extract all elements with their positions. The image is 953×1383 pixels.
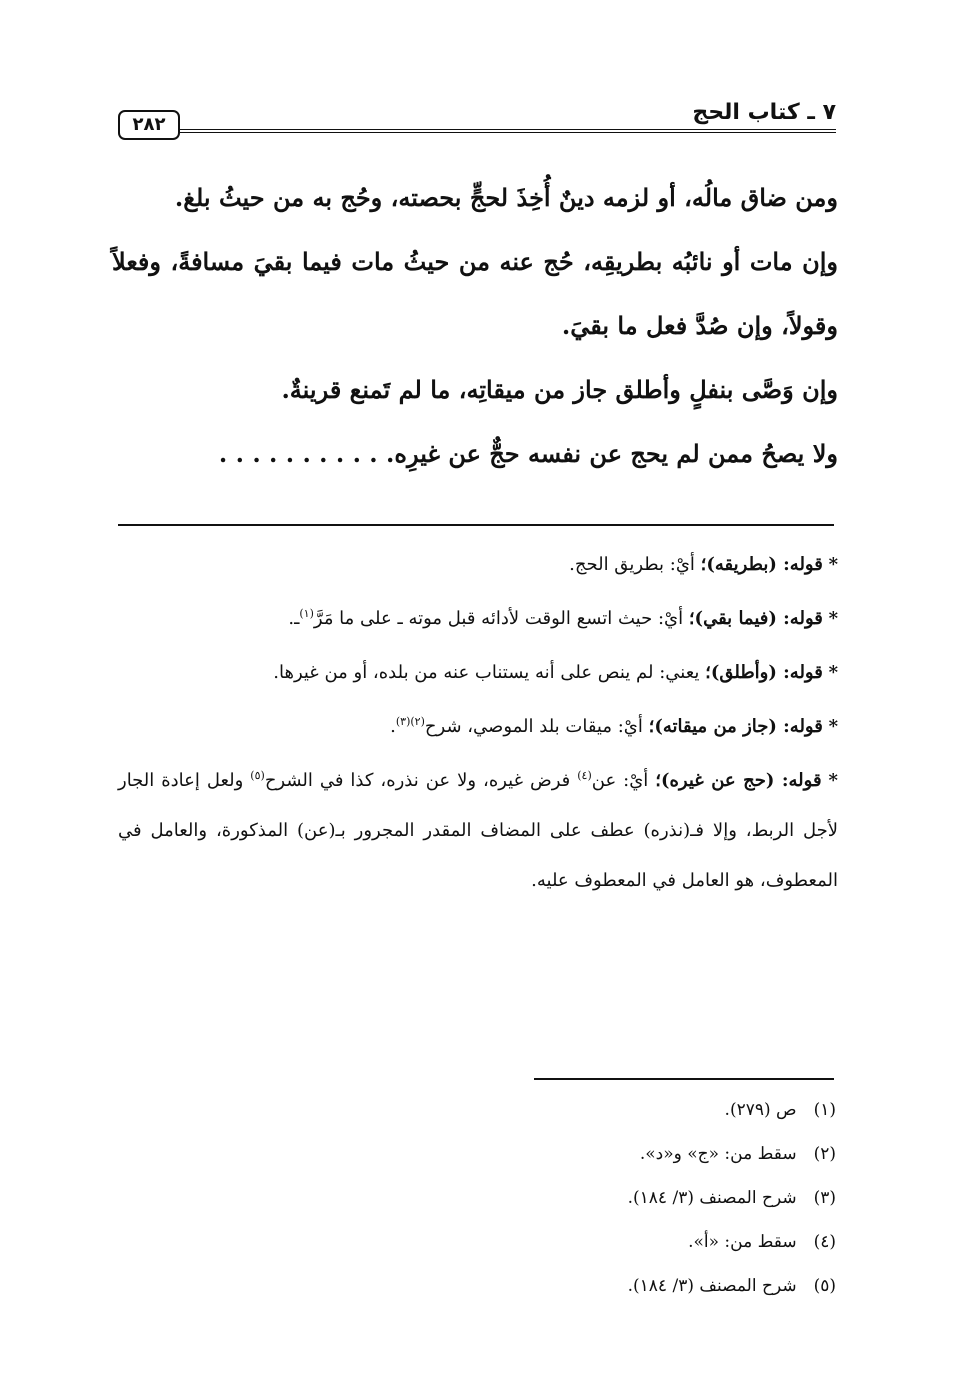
note-star-icon: *	[828, 770, 838, 791]
footnote-text: ص (٢٧٩).	[724, 1100, 797, 1120]
note-tail: .	[390, 716, 396, 737]
footnote-number: (٤)	[813, 1232, 836, 1252]
footnote-text: سقط من: «ج» و«د».	[639, 1144, 797, 1164]
note-star-icon: *	[828, 716, 838, 737]
footnote-number: (٥)	[813, 1276, 836, 1296]
main-text	[112, 166, 838, 486]
note-label: قوله: (حج عن غيره)؛	[655, 770, 822, 791]
note-text: ولعل إعادة الجار لأجل الربط، وإلا فـ(نذره) عطف على المضاف المقدر المجرور بـ(عن) المذكورة، والعامل في المعطوف، هو العامل في المعطوف عليه.	[118, 770, 838, 891]
commentary-note-2	[118, 594, 838, 644]
note-label: قوله: (بطريقه)؛	[700, 554, 823, 575]
matn-paragraph-3: وإن وَصَّى بنفلٍ وأطلق جاز من ميقاتِه، ما لم تَمنع قرينةٌ.	[281, 375, 838, 404]
matn-paragraph-1: ومن ضاق مالُه، أو لزمه دينٌ أُخِذَ لحجٍّ بحصته، وحُج به من حيثُ بلغ.	[174, 183, 838, 212]
note-tail: ـ.	[288, 608, 300, 629]
footnote-item	[450, 1220, 836, 1264]
commentary	[118, 540, 838, 910]
note-star-icon: *	[828, 608, 838, 629]
footnote-number: (٢)	[813, 1144, 836, 1164]
footnote-ref[interactable]: (١)	[299, 607, 314, 620]
footnote-item	[450, 1088, 836, 1132]
note-text: يعني: لم ينص على أنه يستناب عنه من بلده، أو من غيرها.	[273, 662, 700, 683]
footnote-number: (١)	[813, 1100, 836, 1120]
note-label: قوله: (فيما بقي)؛	[688, 608, 823, 629]
note-text: فرض غيره، ولا عن نذره، كذا في الشرح	[264, 770, 571, 791]
text-commentary-divider	[118, 524, 834, 526]
note-text: أيْ: حيث اتسع الوقت لأدائه قبل موته ـ على ما مَرَّ	[313, 608, 684, 629]
running-header	[118, 92, 836, 144]
footnote-text: شرح المصنف (٣/ ١٨٤).	[627, 1276, 797, 1296]
footnote-item	[450, 1264, 836, 1308]
footnotes	[450, 1088, 836, 1308]
commentary-note-1	[118, 540, 838, 590]
note-text: أيْ: ميقات بلد الموصي، شرح	[424, 716, 643, 737]
note-label: قوله: (وأطلق)؛	[705, 662, 823, 683]
commentary-note-3	[118, 648, 838, 698]
note-star-icon: *	[828, 554, 838, 575]
matn-paragraph-4: ولا يصحُ ممن لم يحج عن نفسه حجٌّ عن غيرِه. . . . . . . . . . .	[218, 439, 838, 468]
commentary-note-5	[118, 756, 838, 906]
footnote-ref[interactable]: (٥)	[250, 769, 265, 782]
note-label: قوله: (جاز من ميقاته)؛	[648, 716, 823, 737]
note-text: أيْ: عن	[591, 770, 649, 791]
footnote-number: (٣)	[813, 1188, 836, 1208]
footnote-ref[interactable]: (٤)	[577, 769, 592, 782]
matn-paragraph-2: وإن مات أو نائبُه بطريقِه، حُج عنه من حيثُ مات فيما بقيَ مسافةً، وفعلاً وقولاً، وإن صُدَّ فعل ما بقيَ.	[112, 247, 838, 340]
note-text: أيْ: بطريق الحج.	[569, 554, 695, 575]
footnote-item	[450, 1132, 836, 1176]
footnote-text: شرح المصنف (٣/ ١٨٤).	[627, 1188, 797, 1208]
header-double-rule	[180, 129, 836, 133]
chapter-title: ٧ ـ كتاب الحج	[692, 100, 836, 125]
page-number: ٢٨٢	[118, 110, 180, 140]
footnote-text: سقط من: «أ».	[688, 1232, 797, 1252]
note-star-icon: *	[828, 662, 838, 683]
footnote-rule	[534, 1078, 834, 1080]
footnote-ref[interactable]: (٢)(٣)	[395, 715, 425, 728]
footnote-item	[450, 1176, 836, 1220]
commentary-note-4	[118, 702, 838, 752]
